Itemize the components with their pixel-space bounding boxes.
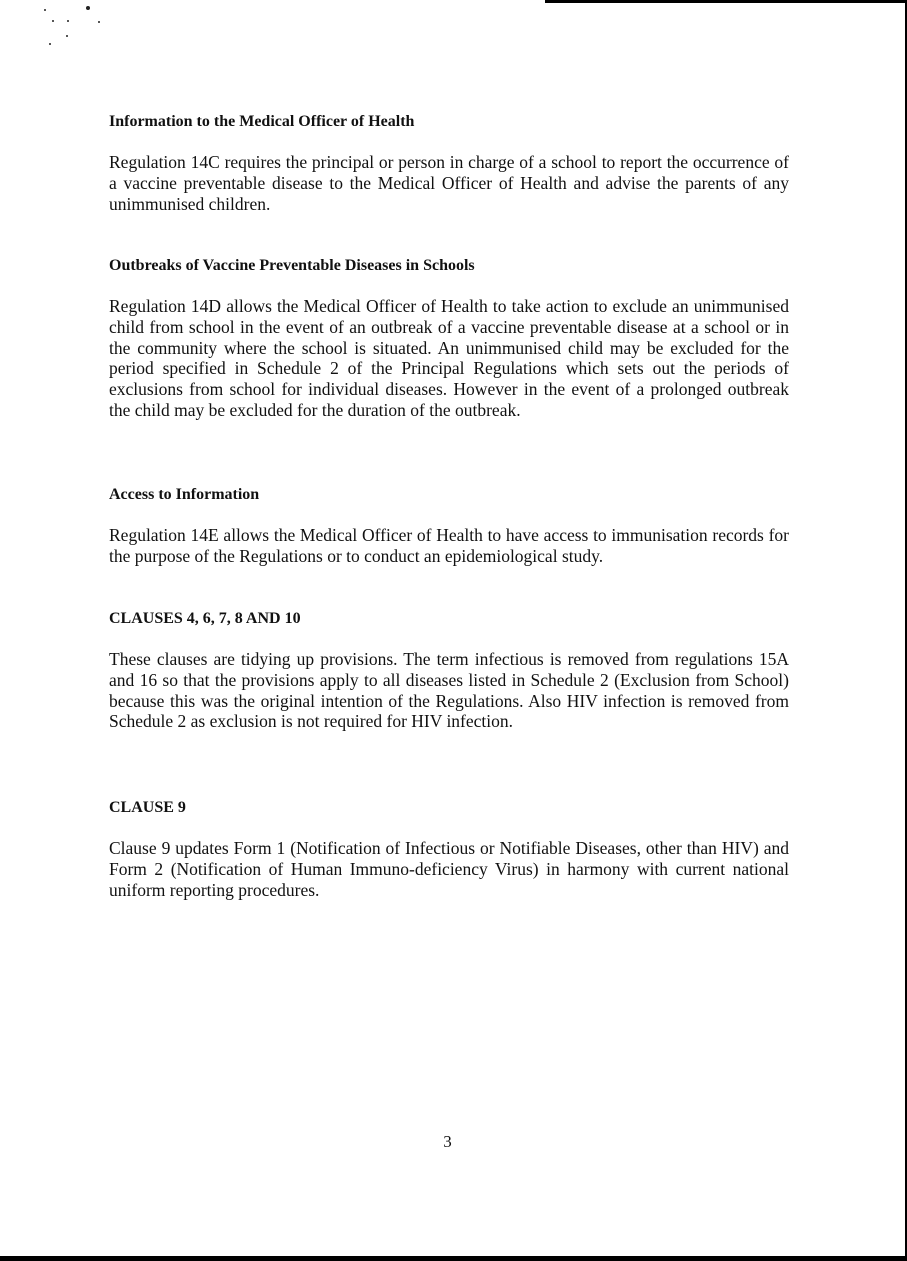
section-body: Regulation 14E allows the Medical Officer of Health to have access to immunisation records for the purpose of the Regulations or to conduct an epidemiological study. [109, 525, 789, 566]
section-heading: CLAUSES 4, 6, 7, 8 AND 10 [109, 610, 301, 627]
scan-edge-top [545, 0, 907, 3]
section-clause-9 [109, 798, 789, 900]
section-body: Regulation 14C requires the principal or person in charge of a school to report the occurrence of a vaccine preventable disease to the Medical Officer of Health and advise the parents of any unimmunised children. [109, 152, 789, 214]
section-heading: Access to Information [109, 486, 260, 503]
section-heading: Outbreaks of Vaccine Preventable Diseases in Schools [109, 257, 475, 274]
page-number: 3 [443, 1132, 452, 1151]
section-access-to-information [109, 485, 789, 567]
section-body: These clauses are tidying up provisions. The term infectious is removed from regulations 15A and 16 so that the provisions apply to all diseases listed in Schedule 2 (Exclusion from School) because this was the original intention of the Regulations. Also HIV infection is removed from Schedule 2 as exclusion is not required for HIV infection. [109, 649, 789, 732]
scan-speck [49, 43, 51, 45]
section-clauses-4-6-7-8-10 [109, 609, 789, 732]
scan-speck [67, 20, 69, 22]
scan-speck [98, 21, 100, 23]
scan-speck [52, 20, 54, 22]
section-body: Regulation 14D allows the Medical Officer of Health to take action to exclude an unimmunised child from school in the event of an outbreak of a vaccine preventable disease at a school or in the community where the school is situated. An unimmunised child may be excluded for the period specified in Schedule 2 of the Principal Regulations which sets out the periods of exclusions from school for individual diseases. However in the event of a prolonged outbreak the child may be excluded for the duration of the outbreak. [109, 296, 789, 420]
scan-speck [66, 35, 68, 37]
section-outbreaks [109, 256, 789, 421]
section-body: Clause 9 updates Form 1 (Notification of Infectious or Notifiable Diseases, other than HIV) and Form 2 (Notification of Human Immuno-deficiency Virus) in harmony with current national uniform reporting procedures. [109, 838, 789, 900]
section-heading: CLAUSE 9 [109, 799, 186, 816]
scan-speck [86, 6, 90, 10]
scan-edge-bottom [0, 1256, 907, 1261]
section-medical-officer-info [109, 112, 789, 214]
scan-speck [44, 9, 46, 11]
section-heading: Information to the Medical Officer of Health [109, 113, 415, 130]
